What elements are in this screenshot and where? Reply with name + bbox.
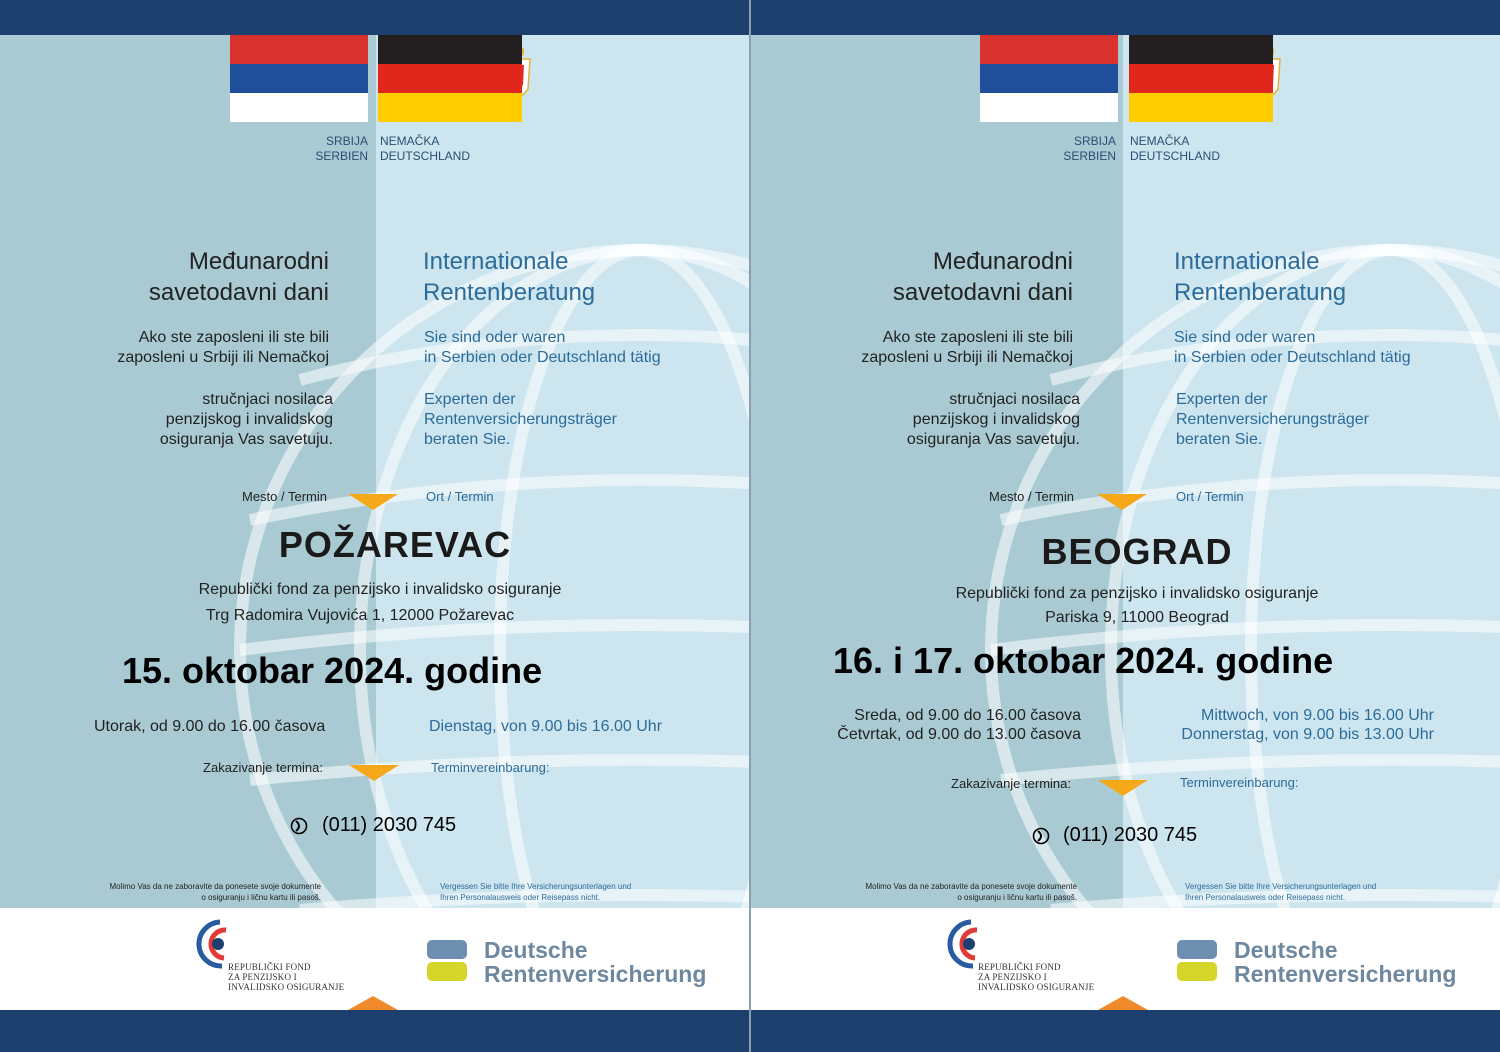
country-label-germany: NEMAČKA DEUTSCHLAND [380,134,471,163]
rfpio-logo-text: REPUBLIČKI FOND ZA PENZIJSKO I INVALIDSKO OSIGURANJE [978,962,1095,992]
intro-german: Sie sind oder waren in Serbien oder Deutschland tätig [424,329,661,366]
experts-german: Experten der Rentenversicherungsträger beraten Sie. [424,391,617,448]
phone-icon [1032,827,1050,845]
intro-serbian: Ako ste zaposleni ili ste bili zaposleni u Srbiji ili Nemačkoj [117,329,329,366]
booking-label-german: Terminvereinbarung: [431,760,550,775]
hours-serbian: Utorak, od 9.00 do 16.00 časova [94,718,326,735]
phone-number[interactable]: (011) 2030 745 [1063,824,1198,846]
experts-german: Experten der Rentenversicherungsträger beraten Sie. [1176,391,1369,448]
place-label-serbian: Mesto / Termin [988,489,1074,504]
arrow-down-icon [1097,494,1147,510]
city-name: POŽAREVAC [278,524,512,565]
drv-logo-text: Deutsche Rentenversicherung [1234,937,1457,987]
documents-note-german: Vergessen Sie bitte Ihre Versicherungsunterlagen und Ihren Personalausweis oder Reisepass nicht. [440,882,632,902]
phone-icon [290,817,308,835]
heading-german: Internationale Rentenberatung [423,248,596,306]
hours-german: Mittwoch, von 9.00 bis 16.00 Uhr Donnerstag, von 9.00 bis 13.00 Uhr [1181,707,1434,743]
booking-label-serbian: Zakazivanje termina: [951,776,1071,791]
documents-note-german: Vergessen Sie bitte Ihre Versicherungsunterlagen und Ihren Personalausweis oder Reisepass nicht. [1185,882,1377,902]
arrow-up-icon [1098,996,1148,1010]
country-label-germany: NEMAČKA DEUTSCHLAND [1130,134,1221,163]
country-label-serbia: SRBIJA SERBIEN [1063,134,1116,163]
german-flag-icon [1129,35,1273,122]
top-bar [0,0,749,35]
event-date: 15. oktobar 2024. godine [122,650,543,691]
place-label-serbian: Mesto / Termin [241,489,327,504]
country-label-serbia: SRBIJA SERBIEN [315,134,368,163]
intro-serbian: Ako ste zaposleni ili ste bili zaposleni u Srbiji ili Nemačkoj [861,329,1073,366]
top-bar [751,0,1500,35]
institution-name: Republički fond za penzijsko i invalidsko osiguranje [198,581,562,598]
documents-note-serbian: Molimo Vas da ne zaboravite da ponesete svoje dokumente o osiguranju i ličnu kartu ili pasoš. [865,882,1077,902]
german-flag-icon [378,35,522,122]
address: Pariska 9, 11000 Beograd [1045,609,1229,626]
poster-beograd [751,0,1500,1052]
event-date: 16. i 17. oktobar 2024. godine [833,640,1334,681]
drv-logo-icon [1177,940,1219,982]
bottom-bar [0,1010,749,1052]
experts-serbian: stručnjaci nosilaca penzijskog i invalidskog osiguranja Vas savetuju. [159,391,333,448]
experts-serbian: stručnjaci nosilaca penzijskog i invalidskog osiguranja Vas savetuju. [906,391,1080,448]
heading-serbian: Međunarodni savetodavni dani [892,248,1073,306]
drv-logo-icon [427,940,469,982]
booking-label-serbian: Zakazivanje termina: [203,760,323,775]
serbian-flag-icon [230,35,368,122]
rfpio-logo-text: REPUBLIČKI FOND ZA PENZIJSKO I INVALIDSKO OSIGURANJE [228,962,345,992]
place-label-german: Ort / Termin [1176,489,1244,504]
heading-german: Internationale Rentenberatung [1174,248,1347,306]
arrow-down-icon [349,765,399,781]
place-label-german: Ort / Termin [426,489,494,504]
city-name: BEOGRAD [1041,531,1233,572]
documents-note-serbian: Molimo Vas da ne zaboravite da ponesete svoje dokumente o osiguranju i ličnu kartu ili pasoš. [109,882,321,902]
hours-german: Dienstag, von 9.00 bis 16.00 Uhr [429,718,663,735]
intro-german: Sie sind oder waren in Serbien oder Deutschland tätig [1174,329,1411,366]
booking-label-german: Terminvereinbarung: [1180,775,1299,790]
poster-pozarevac [0,0,749,1052]
phone-number[interactable]: (011) 2030 745 [322,814,457,836]
arrow-down-icon [348,494,398,510]
bottom-bar [751,1010,1500,1052]
heading-serbian: Međunarodni savetodavni dani [148,248,329,306]
institution-name: Republički fond za penzijsko i invalidsko osiguranje [955,585,1319,602]
drv-logo-text: Deutsche Rentenversicherung [484,937,707,987]
serbian-flag-icon [980,35,1118,122]
arrow-down-icon [1098,780,1148,796]
hours-serbian: Sreda, od 9.00 do 16.00 časova Četvrtak, od 9.00 do 13.00 časova [837,707,1081,743]
arrow-up-icon [348,996,398,1010]
address: Trg Radomira Vujovića 1, 12000 Požarevac [205,607,515,624]
